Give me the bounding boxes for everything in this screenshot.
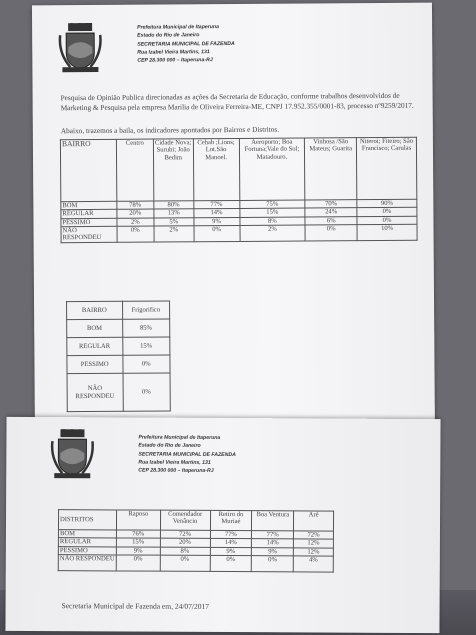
table-cell: 14% (194, 209, 240, 218)
table-cell: 72% (294, 531, 334, 540)
letterhead-line: Estado do Rio de Janeiro (138, 442, 201, 450)
table-cell: 8% (239, 217, 305, 226)
table-cell: 0% (117, 226, 154, 242)
header-cell: Frigorifico (122, 301, 170, 319)
intro-paragraph: Pesquisa de Opinião Publica direcionadas as ações da Secretaria de Educação, conforme trabalhos desenvolvidos de Marketing & Pesquisa pela empresa Marilia de Oliveira Ferreira-ME, CNPJ 17.952.355/0001-83, processo nº9259/2017. (60, 90, 414, 113)
table-cell: 75% (239, 200, 305, 209)
table-header-row (67, 301, 170, 320)
row-label: NÃO RESPONDEU (58, 555, 116, 571)
letterhead-line: Prefeitura Municipal de Itaperuna (138, 434, 221, 441)
table-cell: 2% (240, 225, 306, 241)
table-cell: 24% (305, 208, 357, 217)
table-cell: 12% (294, 547, 334, 556)
document-page-bottom (5, 417, 440, 633)
table-cell: 90% (357, 199, 417, 208)
letterhead-line: Rua Izabel Vieira Martins, 131 (137, 49, 210, 56)
table-cell: 72% (160, 530, 210, 539)
table-row (67, 337, 170, 356)
letterhead-line: Prefeitura Municipal de Itaperuna (137, 24, 220, 31)
row-label: REGULAR (61, 210, 117, 219)
table-cell: 6% (305, 216, 357, 225)
header-cell: Cidade Nova; Surubi; João Bedim (153, 139, 193, 201)
letterhead-line: Rua Izabel Vieira Martins, 131 (138, 459, 211, 466)
header-cell: Aeroporto; Boa Fortuna;Vale do Sol; Matadouro. (239, 138, 305, 200)
row-label: BOM (61, 201, 117, 210)
table-cell: 0% (194, 225, 240, 241)
table-row (61, 224, 417, 242)
header-cell: Vinhosa /São Mateus; Guarita (305, 138, 357, 200)
table-cell: 0% (305, 225, 357, 241)
header-cell: Boa Ventura (252, 511, 294, 531)
bairros-table (60, 137, 418, 243)
table-cell: 8% (160, 547, 210, 556)
table-cell: 0% (122, 355, 170, 373)
row-label: REGULAR (67, 337, 123, 355)
header-cell: Centro (116, 139, 153, 201)
letterhead-line: SECRETARIA MUNICIPAL DE FAZENDA (138, 451, 236, 458)
row-label: BOM (58, 530, 116, 539)
table-cell: 20% (117, 209, 154, 218)
row-label: NÃO RESPONDEU (61, 226, 117, 242)
row-label: PESSIMO (67, 355, 123, 373)
table-header-row (58, 510, 333, 531)
footer-date: Secretaria Municipal de Fazenda em, 24/07/2017 (61, 601, 210, 611)
table-cell: 9% (252, 547, 294, 556)
header-cell: Raposo (116, 510, 160, 530)
table-cell: 12% (294, 539, 334, 548)
row-label: PESSIMO (61, 218, 117, 227)
table-cell: 70% (305, 200, 357, 209)
letterhead (137, 23, 235, 65)
table-cell: 13% (154, 209, 194, 218)
table-cell: 0% (357, 216, 417, 225)
header-cell: BAIRRO (60, 139, 116, 201)
header-cell: Retiro do Muriaé (210, 510, 252, 530)
table-cell: 20% (160, 538, 210, 547)
table-cell: 0% (252, 556, 294, 572)
row-label: PESSIMO (58, 546, 116, 555)
table-row (67, 319, 170, 338)
letterhead-line: SECRETARIA MUNICIPAL DE FAZENDA (137, 40, 235, 48)
table-cell: 9% (194, 217, 240, 226)
table-cell: 0% (116, 555, 160, 571)
row-label: REGULAR (58, 538, 116, 547)
table-cell: 0% (357, 208, 417, 217)
table-cell: 77% (210, 530, 252, 539)
table-header-row (60, 137, 416, 201)
table-row (67, 373, 170, 412)
table-cell: 5% (154, 217, 194, 226)
coat-of-arms-icon (58, 23, 102, 73)
table-cell: 2% (117, 218, 154, 227)
table-cell: 14% (210, 539, 252, 548)
table-cell: 0% (210, 555, 252, 571)
letterhead (138, 434, 236, 476)
table-cell: 77% (252, 531, 294, 540)
header-cell: BAIRRO (67, 301, 123, 319)
table-cell: 77% (193, 200, 239, 209)
frigorifico-table (66, 300, 171, 412)
intro-paragraph-2: Abaixo, trazemos a baila, os indicadores apontados por Bairros e Distritos. (60, 124, 280, 136)
table-cell: 15% (116, 538, 160, 547)
row-label: NÃO RESPONDEU (67, 373, 123, 411)
table-cell: 10% (357, 224, 417, 240)
header-cell: Comendador Venâncio (160, 510, 210, 530)
table-cell: 78% (117, 201, 154, 210)
table-cell: 4% (293, 556, 333, 572)
table-cell: 85% (122, 319, 170, 337)
distritos-table (58, 509, 334, 572)
table-row (58, 555, 333, 572)
table-row (67, 355, 170, 374)
table-cell: 9% (116, 547, 160, 556)
coat-of-arms-icon (50, 429, 94, 479)
letterhead-line: Estado do Rio de Janeiro (137, 32, 200, 39)
header-cell: Niteroi; Fiteiro; São Francisco; Carulas (357, 137, 417, 199)
table-cell: 15% (122, 337, 170, 355)
table-cell: 0% (160, 555, 210, 571)
table-cell: 14% (252, 539, 294, 548)
table-cell: 0% (123, 373, 171, 411)
header-cell: DISTRITOS (58, 510, 116, 530)
letterhead-line: CEP 28.300 000 – Itaperuna-RJ (138, 467, 214, 475)
letterhead-line: CEP 28.300 000 – Itaperuna-RJ (137, 57, 213, 64)
table-cell: 9% (210, 547, 252, 556)
table-cell: 80% (154, 201, 194, 210)
header-cell: Aré (294, 511, 334, 531)
row-label: BOM (67, 319, 123, 337)
table-cell: 76% (116, 530, 160, 539)
header-cell: Cehab ;Lions; Lot.São Manoel. (193, 138, 239, 200)
table-cell: 2% (154, 226, 194, 242)
table-cell: 15% (239, 208, 305, 217)
